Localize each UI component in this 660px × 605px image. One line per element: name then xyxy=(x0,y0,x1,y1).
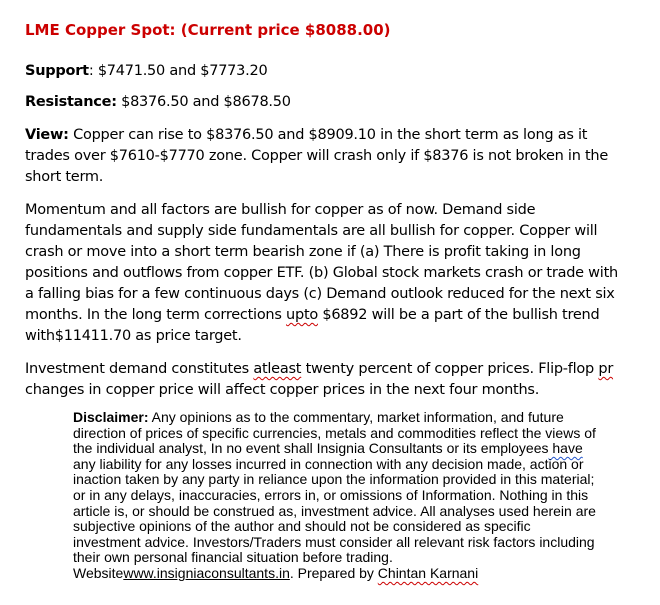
investment-line: changes in copper price will affect copper prices in the next four months. xyxy=(25,382,540,398)
website-link[interactable]: www.insigniaconsultants.in xyxy=(123,564,290,581)
view-paragraph xyxy=(25,125,637,188)
support-value: : $7471.50 and $7773.20 xyxy=(88,63,268,79)
disclaimer-line: subjective opinions of the author and should not be considered as specific xyxy=(73,518,531,535)
disclaimer-line: direction of prices of specific currencies, metals and commodities reflect the views of xyxy=(73,424,596,441)
view-label: View: xyxy=(25,127,69,143)
resistance-line xyxy=(25,92,637,113)
momentum-line: with$11411.70 as price target. xyxy=(25,328,242,344)
momentum-line: crash or move into a short term bearish zone if (a) There is profit taking in long xyxy=(25,244,581,260)
spellcheck-word: pr xyxy=(598,361,614,377)
view-line: short term. xyxy=(25,169,104,185)
disclaimer-line: Disclaimer: Any opinions as to the commentary, market information, and future xyxy=(73,409,564,425)
disclaimer-line: their own personal financial situation before trading. xyxy=(73,549,393,566)
disclaimer-line: inaction taken by any party in reliance upon the information provided in this material; xyxy=(73,471,595,488)
momentum-paragraph xyxy=(25,200,637,347)
disclaimer-line: investment advice. Investors/Traders must consider all relevant risk factors including xyxy=(73,533,595,550)
momentum-line: positions and outflows from copper ETF. (b) Global stock markets crash or trade with xyxy=(25,265,618,281)
view-line: View: Copper can rise to $8376.50 and $8909.10 in the short term as long as it xyxy=(25,127,588,143)
grammar-mark: have xyxy=(548,440,583,457)
momentum-line: fundamentals and supply side fundamentals are all bullish for copper. Copper will xyxy=(25,223,598,239)
momentum-line: Momentum and all factors are bullish for copper as of now. Demand side xyxy=(25,202,536,218)
disclaimer-line: article is, or should be construed as, investment advice. All analyses used herein are xyxy=(73,502,596,519)
momentum-line: a falling bias for a few continuous days (c) Demand outlook reduced for the next six xyxy=(25,286,615,302)
disclaimer-line: the individual analyst, In no event shall Insignia Consultants or its employees have xyxy=(73,440,583,457)
page-title: LME Copper Spot: (Current price $8088.00) xyxy=(25,21,391,39)
view-line: trades over $7610-$7770 zone. Copper will crash only if $8376 is not broken in the xyxy=(25,148,609,164)
author-name: Chintan Karnani xyxy=(377,564,479,581)
momentum-line: months. In the long term corrections upto $6892 will be a part of the bullish trend xyxy=(25,307,600,323)
disclaimer-line: any liability for any losses incurred in connection with any decision made, action or xyxy=(73,455,584,472)
investment-line: Investment demand constitutes atleast twenty percent of copper prices. Flip-flop pr xyxy=(25,361,614,377)
disclaimer-label: Disclaimer: xyxy=(73,409,149,425)
support-label: Support xyxy=(25,63,89,79)
resistance-label: Resistance: xyxy=(25,94,117,110)
support-line xyxy=(25,61,637,82)
resistance-value: $8376.50 and $8678.50 xyxy=(116,94,291,110)
spellcheck-word: atleast xyxy=(253,361,302,377)
disclaimer-line: or in any delays, inaccuracies, errors in, or omissions of Information. Nothing in this xyxy=(73,486,589,503)
investment-paragraph xyxy=(25,359,637,401)
spellcheck-word: upto xyxy=(286,307,318,323)
disclaimer-block xyxy=(73,410,633,582)
website-line: Websitewww.insigniaconsultants.in. Prepared by Chintan Karnani xyxy=(73,564,479,581)
